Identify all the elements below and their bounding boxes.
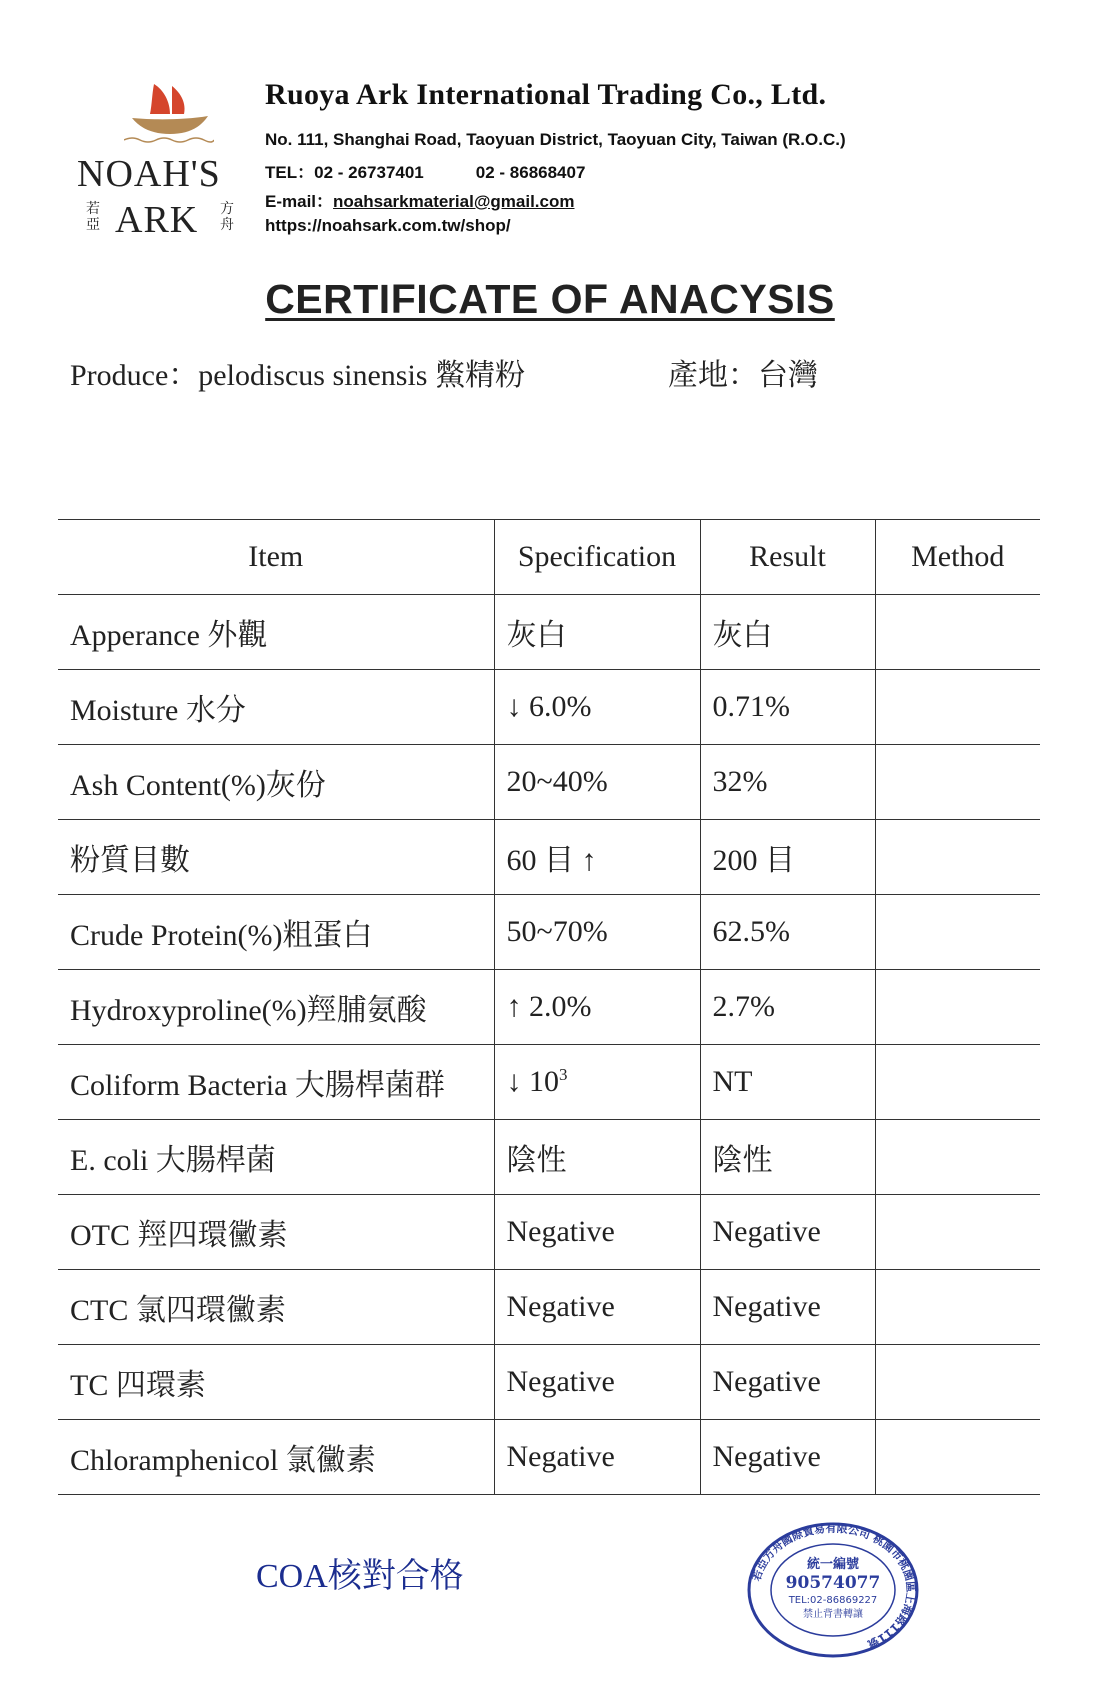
cell-spec: 50~70% [494,895,700,970]
cell-result: Negative [700,1270,875,1345]
table-row [58,970,1040,1045]
cell-method [875,1045,1040,1120]
table-header-row [58,520,1040,595]
cell-method [875,1345,1040,1420]
seal-ring-text: 若亞方舟國際貿易有限公司 桃園市桃園區上海路111號 [749,1521,918,1651]
cell-result: 0.71% [700,670,875,745]
company-website[interactable]: https://noahsark.com.tw/shop/ [265,216,511,235]
cell-spec: ↓ 6.0% [494,670,700,745]
cell-result: NT [700,1045,875,1120]
cell-result: 32% [700,745,875,820]
cell-spec: Negative [494,1345,700,1420]
exponent: 3 [559,1065,568,1084]
origin-line: 產地：台灣 [668,359,818,392]
cell-spec: ↓ $10^3$ [494,1045,700,1120]
table-row [58,1345,1040,1420]
cell-result: Negative [700,1420,875,1495]
company-tel [265,158,585,183]
tel-number-2: 02 - 86868407 [475,163,586,182]
cell-method [875,1120,1040,1195]
document-title: CERTIFICATE OF ANACYSIS [265,276,835,322]
cell-spec: 20~40% [494,745,700,820]
cell-method [875,970,1040,1045]
cell-method [875,595,1040,670]
seal-number: 90574077 [785,1573,881,1593]
cell-method [875,670,1040,745]
cell-method [875,745,1040,820]
table-row [58,745,1040,820]
cell-item: Chloramphenicol 氯黴素 [58,1420,494,1495]
produce-line: Produce：pelodiscus sinensis 鱉精粉 [70,359,525,392]
header-method: Method [875,520,1040,595]
table-row [58,670,1040,745]
cell-method [875,820,1040,895]
cell-item: Coliform Bacteria 大腸桿菌群 [58,1045,494,1120]
table-row [58,1420,1040,1495]
cell-result: Negative [700,1195,875,1270]
table-row [58,1120,1040,1195]
company-seal-stamp [745,1520,921,1660]
company-logo [72,80,257,250]
cell-result: Negative [700,1345,875,1420]
brand-cjk-right: 方舟 [220,202,234,233]
email-label: E-mail： [265,192,334,211]
brand-cjk-left: 若亞 [86,202,100,233]
cell-result: 灰白 [700,595,875,670]
cell-result: 62.5% [700,895,875,970]
brand-name-line1: NOAH'S [77,153,221,195]
table-row [58,1195,1040,1270]
cell-spec: 灰白 [494,595,700,670]
cell-spec: 60 目 ↑ [494,820,700,895]
header-specification: Specification [494,520,700,595]
cell-item: OTC 羥四環黴素 [58,1195,494,1270]
cell-item: CTC 氯四環黴素 [58,1270,494,1345]
cell-item: 粉質目數 [58,820,494,895]
brand-name-line2: ARK [115,199,199,241]
cell-result: 陰性 [700,1120,875,1195]
seal-label: 統一編號 [806,1557,860,1572]
cell-spec: Negative [494,1195,700,1270]
table-row [58,1045,1040,1120]
cell-spec: 陰性 [494,1120,700,1195]
table-row [58,1270,1040,1345]
ship-logo-icon [124,80,214,144]
company-email [265,187,574,212]
cell-item: E. coli 大腸桿菌 [58,1120,494,1195]
cell-method [875,895,1040,970]
header-item: Item [58,520,494,595]
cell-method [875,1420,1040,1495]
cell-method [875,1270,1040,1345]
cell-spec: Negative [494,1420,700,1495]
seal-tel: TEL:02-86869227 [788,1595,878,1606]
cell-result: 200 目 [700,820,875,895]
coa-table [58,519,1040,1495]
table-row [58,820,1040,895]
header-result: Result [700,520,875,595]
cell-item: Ash Content(%)灰份 [58,745,494,820]
cell-item: Hydroxyproline(%)羥脯氨酸 [58,970,494,1045]
company-address: No. 111, Shanghai Road, Taoyuan District, Taoyuan City, Taiwan (R.O.C.) [265,130,846,149]
cell-result: 2.7% [700,970,875,1045]
email-link[interactable]: noahsarkmaterial@gmail.com [333,192,575,211]
table-row [58,595,1040,670]
table-row [58,895,1040,970]
tel-number-1: 02 - 26737401 [314,163,424,182]
approval-note: COA核對合格 [256,1558,464,1595]
cell-item: TC 四環素 [58,1345,494,1420]
cell-spec: ↑ 2.0% [494,970,700,1045]
cell-item: Apperance 外觀 [58,595,494,670]
cell-item: Crude Protein(%)粗蛋白 [58,895,494,970]
company-name: Ruoya Ark International Trading Co., Ltd. [265,78,827,111]
seal-note: 禁止背書轉讓 [803,1609,863,1620]
tel-label: TEL： [265,163,315,182]
cell-spec: Negative [494,1270,700,1345]
cell-method [875,1195,1040,1270]
cell-item: Moisture 水分 [58,670,494,745]
